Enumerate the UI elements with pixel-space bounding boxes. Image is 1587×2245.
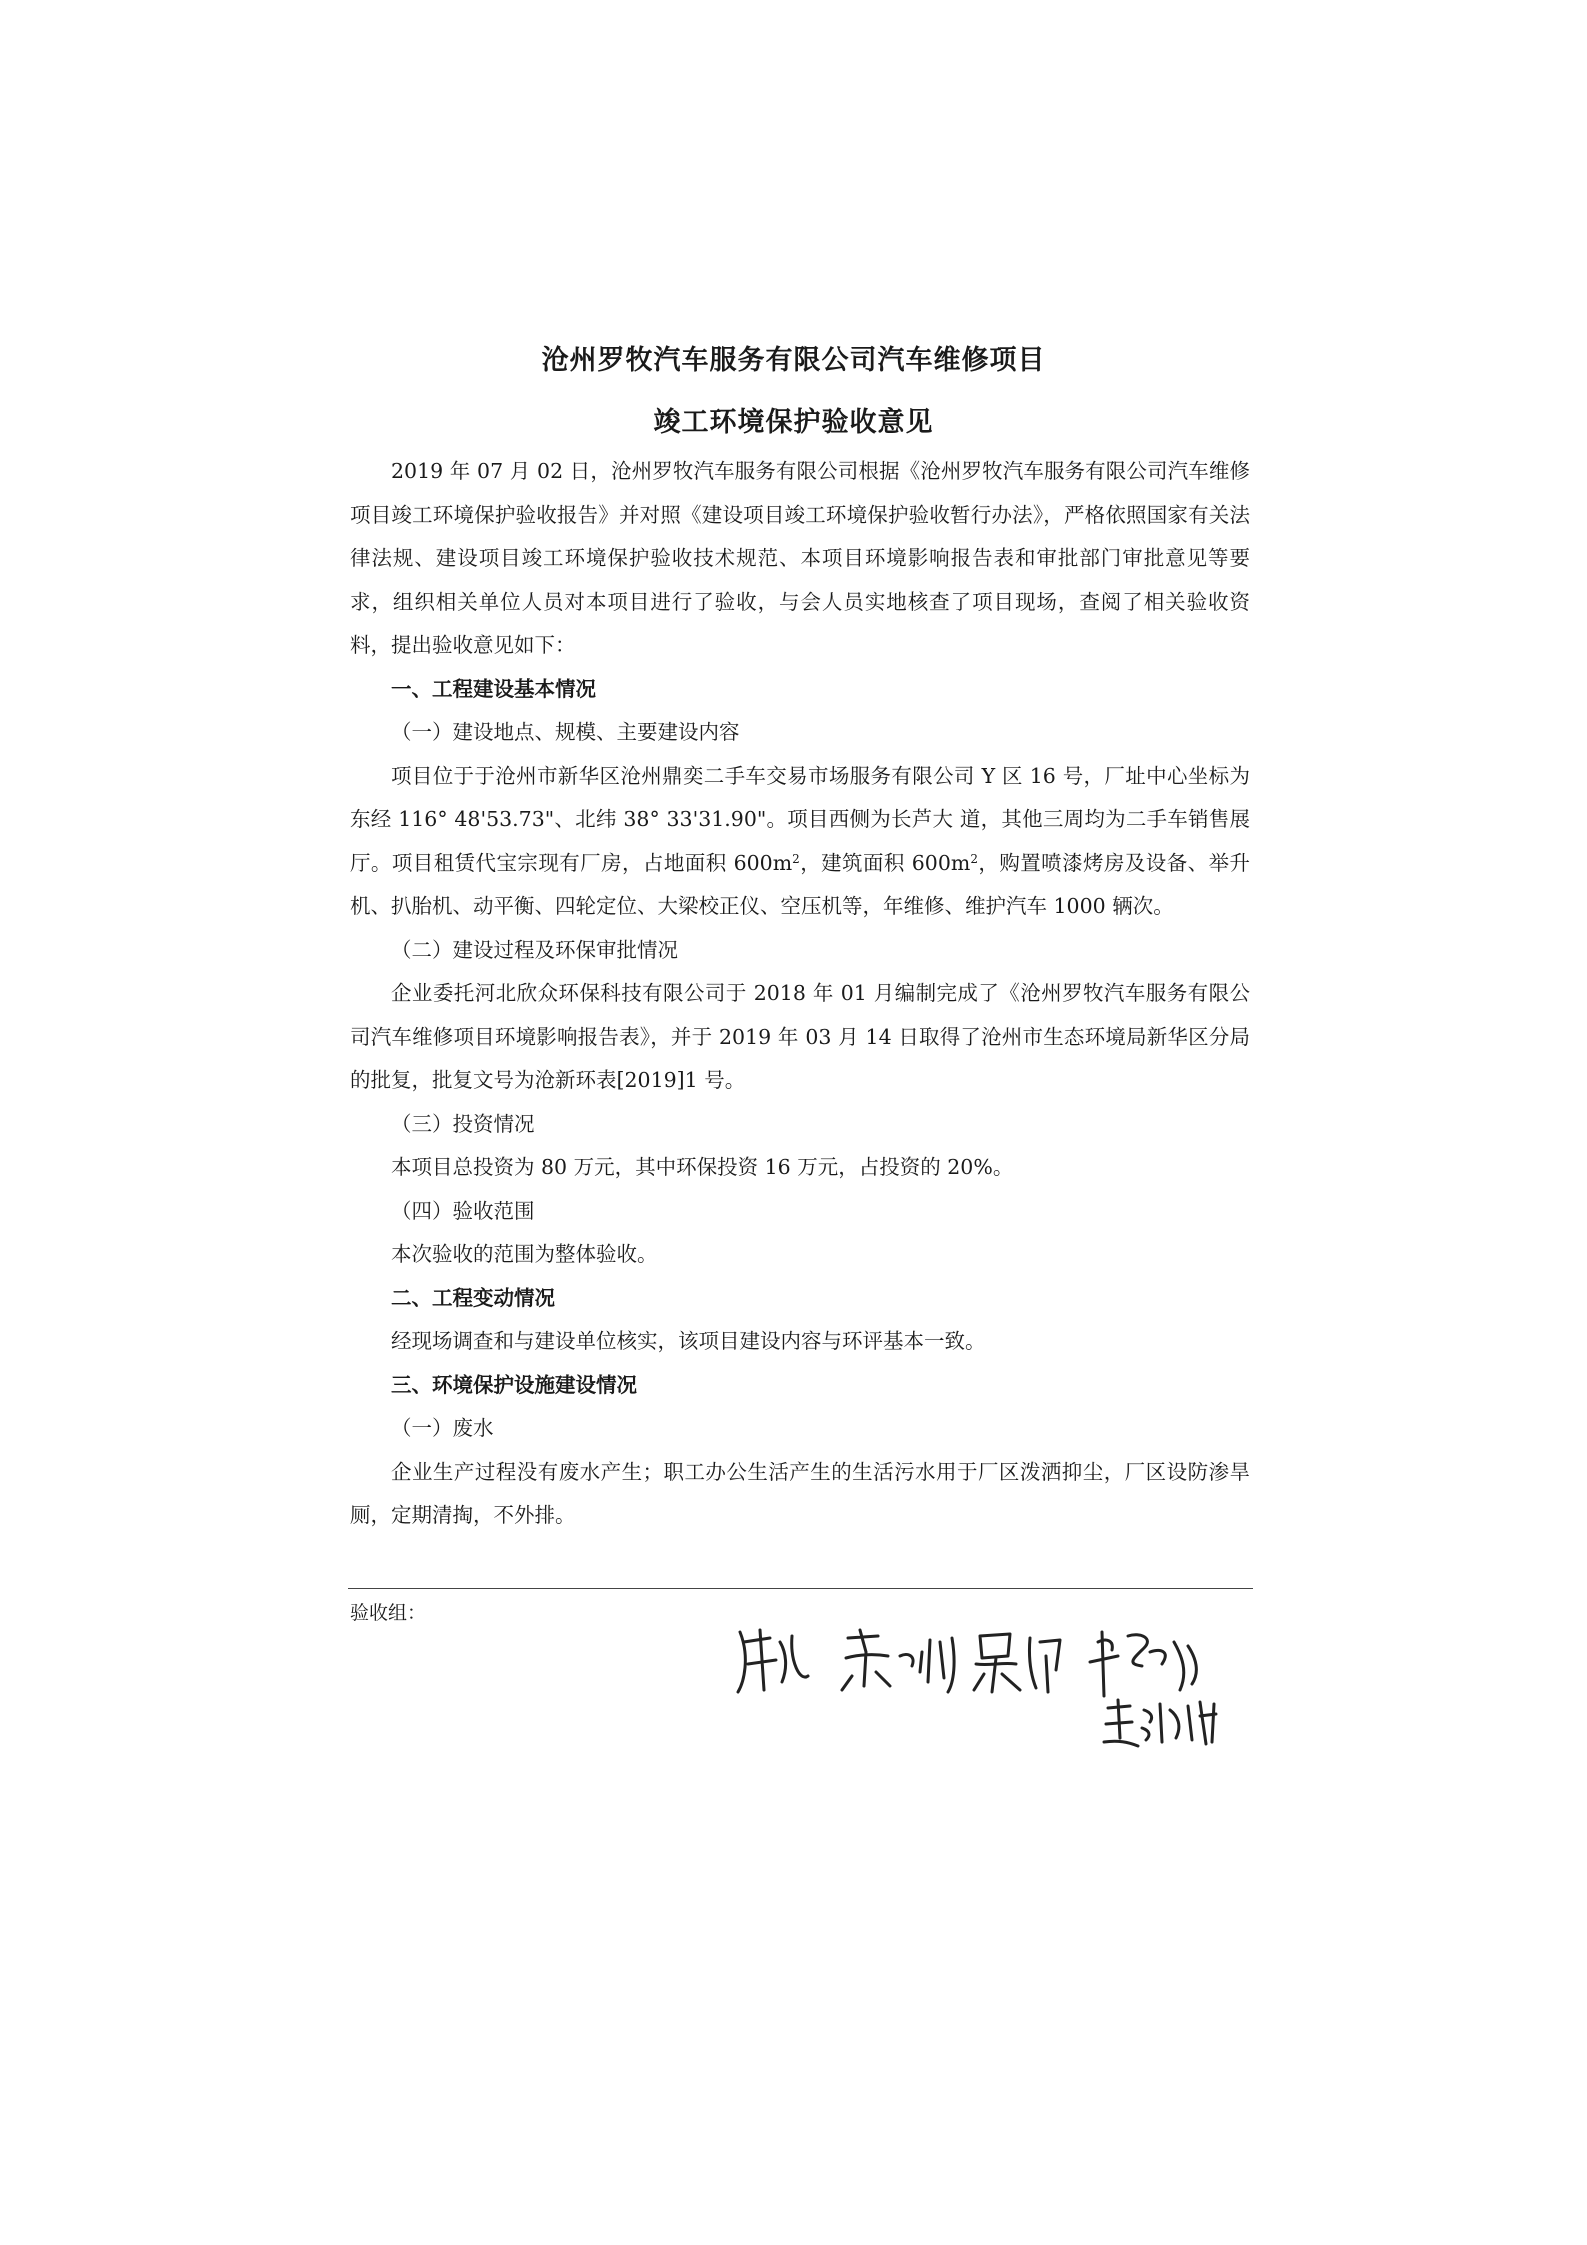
location-text-c: ，购置喷漆烤房及设备、举升机、扒胎机、动平衡、四轮定位、大梁校正仪、空压机等，年维修、维护汽车 1000 辆次。 [350, 850, 1250, 918]
signature-1 [738, 1630, 808, 1692]
subsection-heading-1-2: （二）建设过程及环保审批情况 [391, 937, 678, 962]
subsection-heading-3-1: （一）废水 [391, 1416, 494, 1440]
location-paragraph [350, 755, 1250, 929]
signature-4 [1090, 1632, 1196, 1696]
signature-5 [1104, 1700, 1216, 1746]
location-text-a: 项目位于于沧州市新华区沧州鼎奕二手车交易市场服务有限公司 Y 区 16 号，厂址中心坐标为东经 116° 48'53.73"、北纬 38° 33'31.90"。项目西侧为长芦大 道，其他三周均为二手车销售展厅。项目租赁代宝宗现有厂房，占地面积 600m [350, 763, 1250, 875]
signature-3 [974, 1634, 1060, 1692]
document-body [350, 450, 1250, 1538]
document-subtitle: 竣工环境保护验收意见 [653, 407, 934, 438]
intro-paragraph: 2019 年 07 月 02 日，沧州罗牧汽车服务有限公司根据《沧州罗牧汽车服务有限公司汽车维修项目竣工环境保护验收报告》并对照《建设项目竣工环境保护验收暂行办法》，严格依照国家有关法律法规、建设项目竣工环境保护验收技术规范、本项目环境影响报告表和审批部门审批意见等要求，组织相关单位人员对本项目进行了验收，与会人员实地核查了项目现场，查阅了相关验收资料，提出验收意见如下： [350, 459, 1250, 657]
document-title: 沧州罗牧汽车服务有限公司汽车维修项目 [541, 345, 1046, 376]
subsection-heading-1-1: （一）建设地点、规模、主要建设内容 [391, 720, 740, 744]
approval-paragraph: 企业委托河北欣众环保科技有限公司于 2018 年 01 月编制完成了《沧州罗牧汽车服务有限公司汽车维修项目环境影响报告表》，并于 2019 年 03 月 14 日取得了沧州市生态环境局新华区分局的批复，批复文号为沧新环表[2019]1 号。 [350, 981, 1250, 1092]
subsection-heading-1-3: （三）投资情况 [391, 1111, 535, 1136]
signature-2 [842, 1630, 954, 1692]
superscript-2: 2 [792, 851, 800, 866]
section-heading-3: 三、环境保护设施建设情况 [391, 1372, 637, 1397]
superscript-2: 2 [970, 851, 978, 866]
scope-paragraph: 本次验收的范围为整体验收。 [391, 1242, 658, 1266]
wastewater-paragraph: 企业生产过程没有废水产生；职工办公生活产生的生活污水用于厂区泼洒抑尘，厂区设防渗旱厕，定期清掏，不外排。 [350, 1459, 1250, 1527]
changes-paragraph: 经现场调查和与建设单位核实，该项目建设内容与环评基本一致。 [391, 1329, 986, 1353]
location-text-b: ，建筑面积 600m [799, 850, 971, 875]
investment-paragraph: 本项目总投资为 80 万元，其中环保投资 16 万元，占投资的 20%。 [391, 1155, 1014, 1179]
signature-label: 验收组： [350, 1602, 427, 1624]
subsection-heading-1-4: （四）验收范围 [391, 1198, 535, 1223]
signature-divider [348, 1588, 1253, 1589]
section-heading-1: 一、工程建设基本情况 [391, 676, 596, 701]
section-heading-2: 二、工程变动情况 [391, 1285, 555, 1310]
handwritten-signatures [730, 1612, 1300, 1752]
